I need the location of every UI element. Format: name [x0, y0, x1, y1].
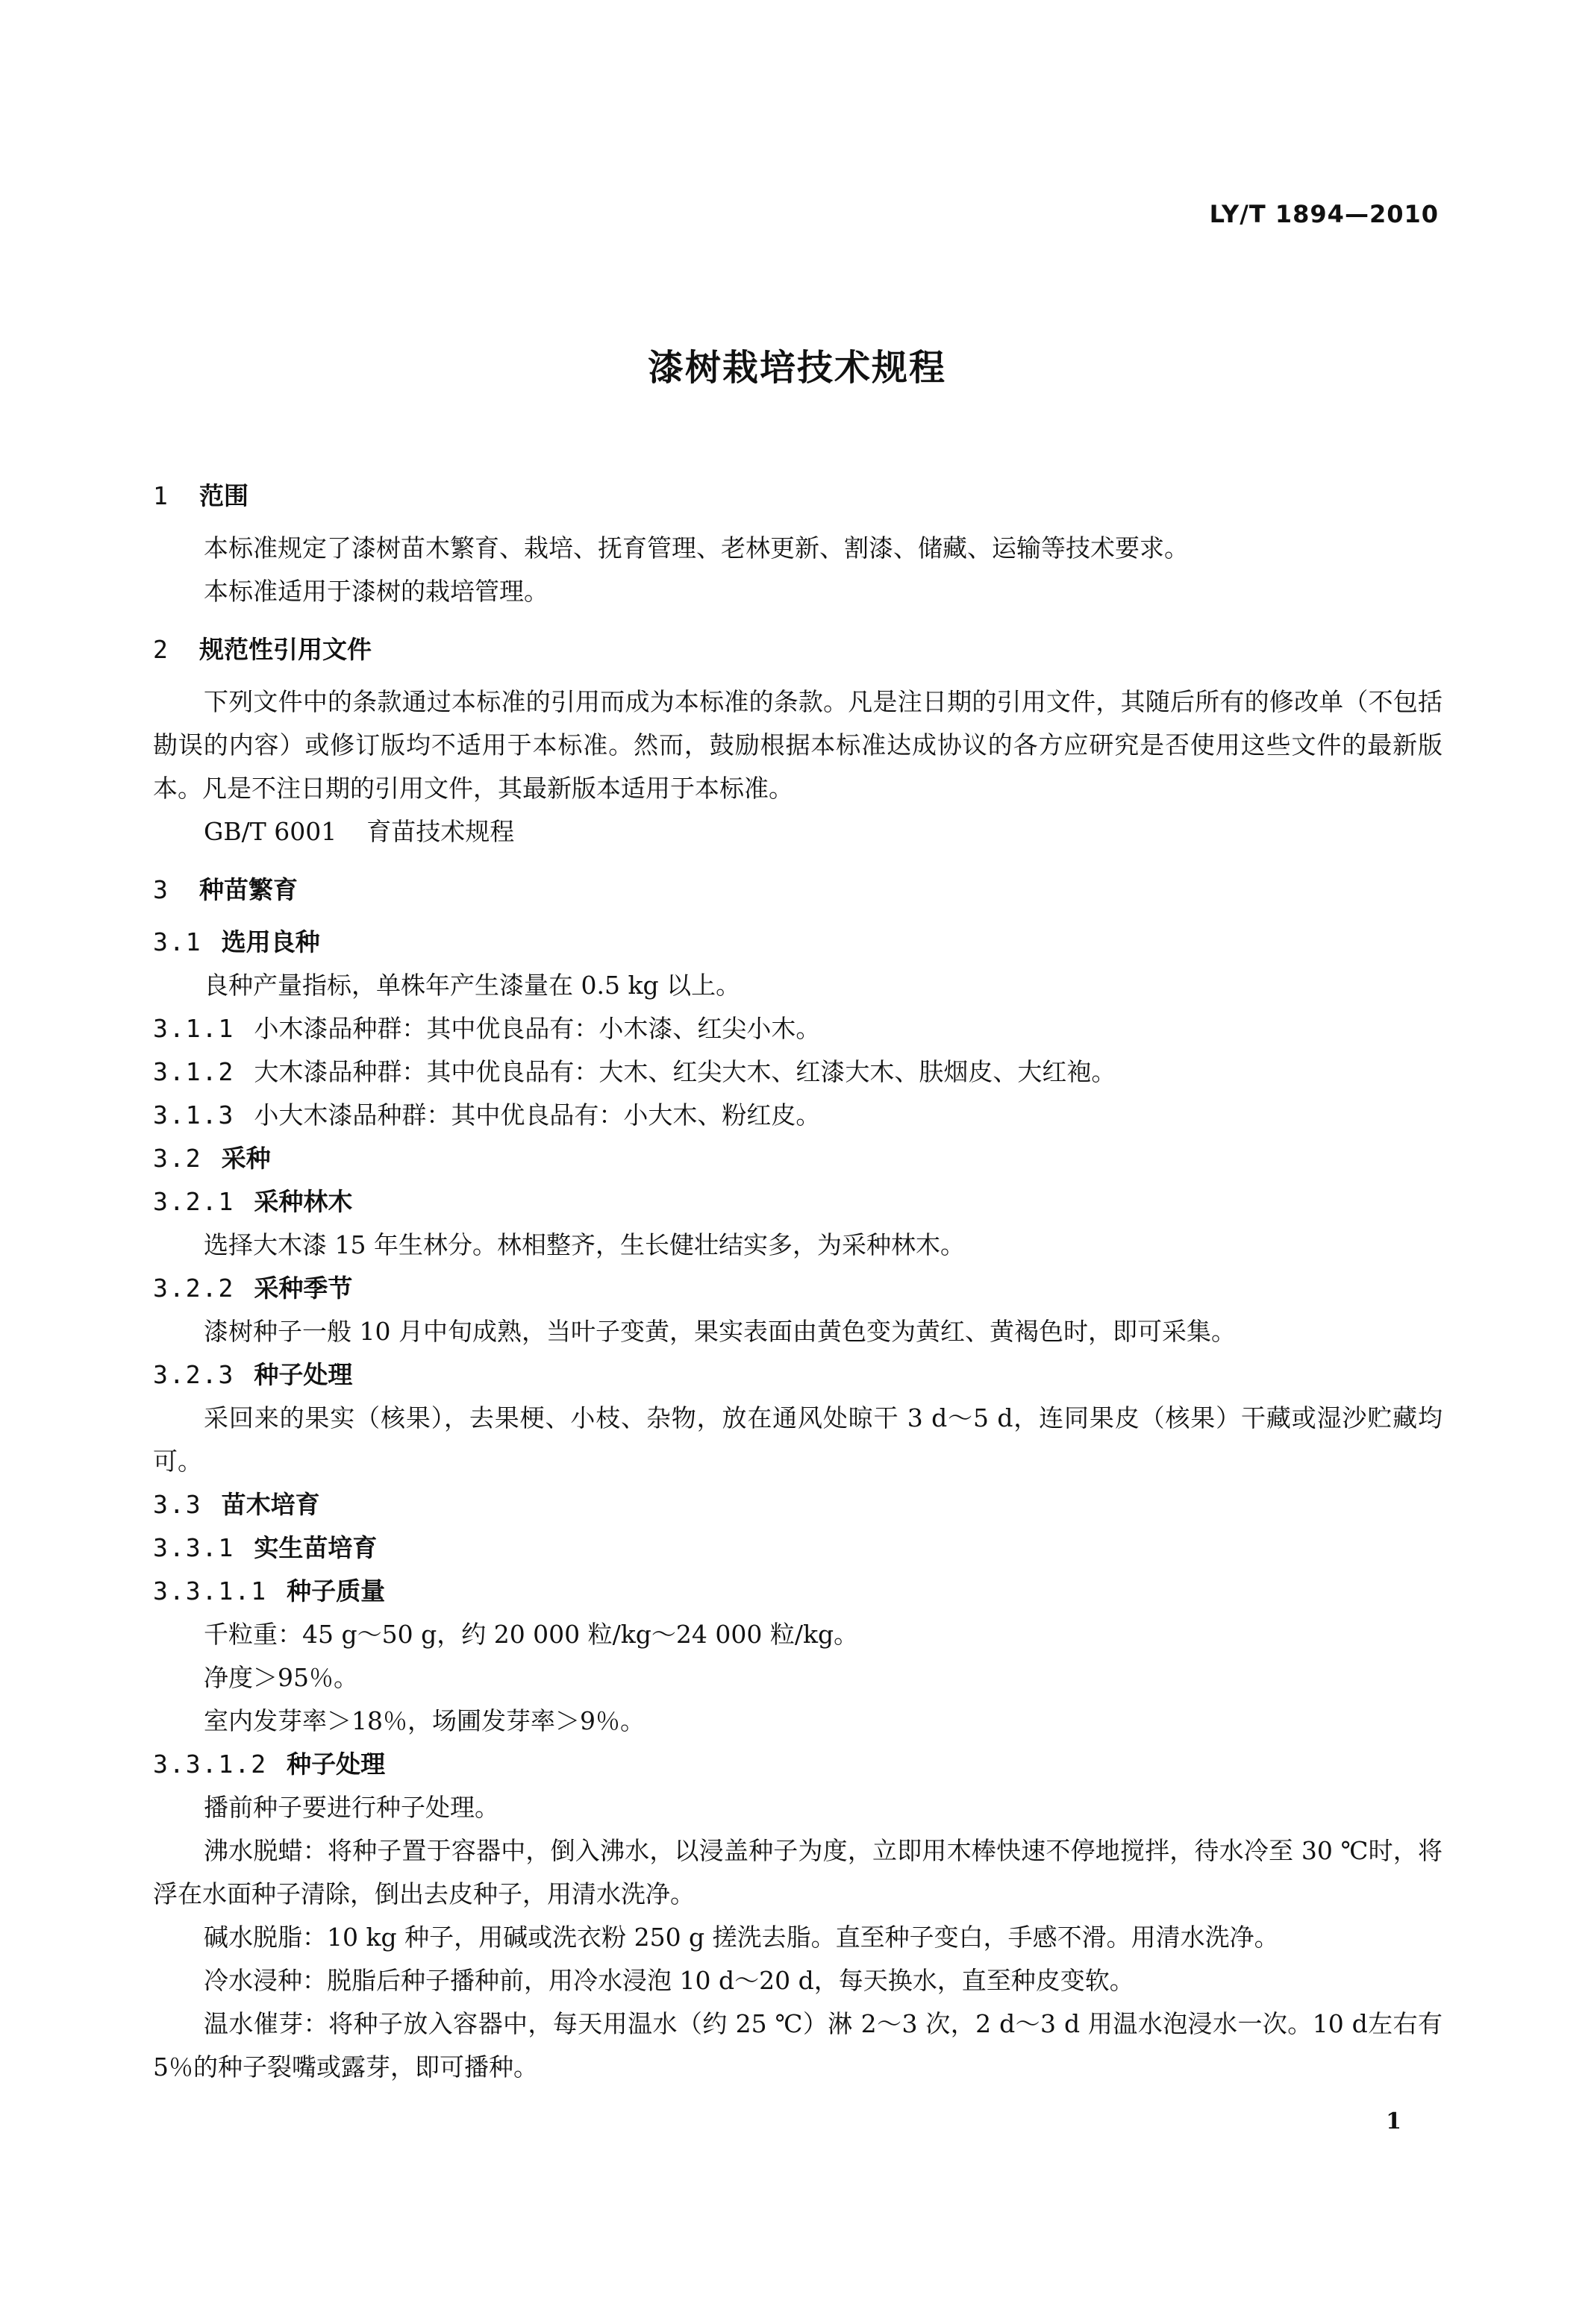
clause-number: 3.1.3	[153, 1100, 235, 1130]
paragraph: 室内发芽率＞18％，场圃发芽率＞9％。	[204, 1706, 645, 1735]
paragraph: 冷水浸种：脱脂后种子播种前，用冷水浸泡 10 d～20 d，每天换水，直至种皮变软。	[204, 1966, 1134, 1995]
paragraph: 沸水脱蜡：将种子置于容器中，倒入沸水，以浸盖种子为度，立即用木棒快速不停地搅拌，待水冷至 30 ℃时，将浮在水面种子清除，倒出去皮种子，用清水洗净。	[153, 1836, 1443, 1908]
paragraph: 采回来的果实（核果），去果梗、小枝、杂物，放在通风处晾干 3 d～5 d，连同果皮（核果）干藏或湿沙贮藏均可。	[153, 1403, 1443, 1476]
page-number: 1	[1386, 2108, 1401, 2134]
standard-code: LY/T 1894—2010	[1209, 200, 1439, 228]
subsection-title: 实生苗培育	[254, 1533, 378, 1562]
subsection-heading-3-1	[153, 921, 1443, 964]
paragraph: 下列文件中的条款通过本标准的引用而成为本标准的条款。凡是注日期的引用文件，其随后所有的修改单（不包括勘误的内容）或修订版均不适用于本标准。然而，鼓励根据本标准达成协议的各方应研究是否使用这些文件的最新版本。凡是不注日期的引用文件，其最新版本适用于本标准。	[153, 687, 1443, 803]
paragraph: 净度＞95％。	[204, 1663, 358, 1692]
subsection-title: 苗木培育	[221, 1490, 320, 1519]
section-heading-3	[153, 868, 1443, 912]
subsection-title: 种子质量	[287, 1576, 386, 1606]
clause-text: 小大木漆品种群：其中优良品有：小大木、粉红皮。	[254, 1100, 821, 1130]
section-heading-2	[153, 628, 1443, 671]
subsection-number: 3.1	[153, 927, 202, 956]
subsection-title: 采种季节	[254, 1274, 353, 1303]
subsection-heading-3-2-1	[153, 1180, 1443, 1224]
reference-code: GB/T 6001	[204, 817, 337, 846]
normative-reference	[153, 810, 1443, 854]
section-title: 种苗繁育	[199, 875, 298, 904]
subsection-number: 3.2.1	[153, 1187, 235, 1216]
section-number: 3	[153, 875, 169, 904]
clause-number: 3.1.2	[153, 1057, 235, 1086]
subsection-heading-3-3-1	[153, 1526, 1443, 1570]
subsection-heading-3-2-3	[153, 1353, 1443, 1397]
section-number: 2	[153, 635, 169, 664]
section-heading-1	[153, 474, 1443, 518]
clause-3-1-2	[153, 1050, 1443, 1094]
section-title: 范围	[199, 481, 249, 510]
subsection-title: 采种	[221, 1144, 271, 1173]
subsection-title: 选用良种	[221, 927, 320, 956]
section-number: 1	[153, 481, 169, 510]
paragraph: 本标准适用于漆树的栽培管理。	[204, 577, 548, 606]
subsection-number: 3.3.1	[153, 1533, 235, 1562]
subsection-title: 种子处理	[287, 1750, 386, 1779]
subsection-heading-3-2	[153, 1137, 1443, 1180]
paragraph: 良种产量指标，单株年产生漆量在 0.5 kg 以上。	[204, 971, 741, 1000]
paragraph: 播前种子要进行种子处理。	[204, 1793, 499, 1822]
clause-3-1-1	[153, 1007, 1443, 1050]
paragraph: 选择大木漆 15 年生林分。林相整齐，生长健壮结实多，为采种林木。	[204, 1230, 965, 1259]
paragraph: 千粒重：45 g～50 g，约 20 000 粒/kg～24 000 粒/kg。	[204, 1620, 859, 1649]
paragraph: 温水催芽：将种子放入容器中，每天用温水（约 25 ℃）淋 2～3 次，2 d～3 d 用温水泡浸水一次。10 d左右有 5％的种子裂嘴或露芽，即可播种。	[153, 2009, 1443, 2082]
section-title: 规范性引用文件	[199, 635, 372, 664]
document-title: 漆树栽培技术规程	[647, 347, 946, 389]
subsection-heading-3-3	[153, 1483, 1443, 1526]
clause-3-1-3	[153, 1094, 1443, 1137]
subsection-title: 采种林木	[254, 1187, 353, 1216]
subsection-number: 3.2.3	[153, 1360, 235, 1389]
clause-text: 小木漆品种群：其中优良品有：小木漆、红尖小木。	[254, 1014, 821, 1043]
subsection-number: 3.3.1.1	[153, 1576, 268, 1606]
subsection-heading-3-3-1-2	[153, 1743, 1443, 1786]
clause-text: 大木漆品种群：其中优良品有：大木、红尖大木、红漆大木、肤烟皮、大红袍。	[254, 1057, 1116, 1086]
subsection-number: 3.3	[153, 1490, 202, 1519]
reference-title: 育苗技术规程	[366, 817, 515, 846]
subsection-number: 3.2.2	[153, 1274, 235, 1303]
clause-number: 3.1.1	[153, 1014, 235, 1043]
subsection-number: 3.2	[153, 1144, 202, 1173]
subsection-title: 种子处理	[254, 1360, 353, 1389]
paragraph: 本标准规定了漆树苗木繁育、栽培、抚育管理、老林更新、割漆、储藏、运输等技术要求。	[204, 533, 1189, 563]
document-body	[153, 474, 1443, 2089]
subsection-heading-3-2-2	[153, 1267, 1443, 1310]
subsection-number: 3.3.1.2	[153, 1750, 268, 1779]
paragraph: 碱水脱脂：10 kg 种子，用碱或洗衣粉 250 g 搓洗去脂。直至种子变白，手感不滑。用清水洗净。	[204, 1923, 1279, 1952]
paragraph: 漆树种子一般 10 月中旬成熟，当叶子变黄，果实表面由黄色变为黄红、黄褐色时，即可采集。	[204, 1317, 1236, 1346]
subsection-heading-3-3-1-1	[153, 1570, 1443, 1613]
